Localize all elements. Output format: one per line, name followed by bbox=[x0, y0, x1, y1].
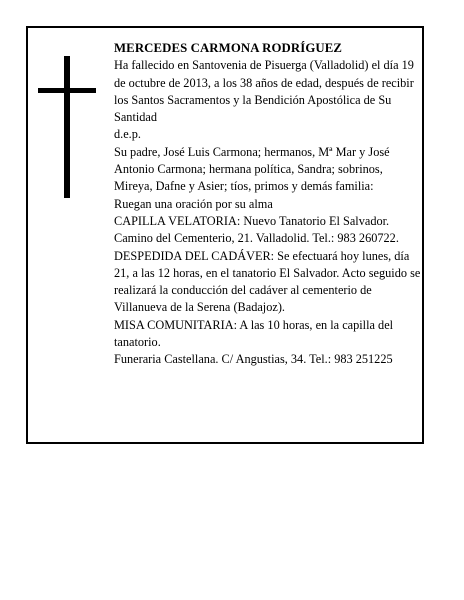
funeral-home-paragraph: Funeraria Castellana. C/ Angustias, 34. Tel.: 983 251225 bbox=[114, 352, 393, 367]
prayer-line: Ruegan una oración por su alma bbox=[114, 196, 273, 211]
mass-paragraph: MISA COMUNITARIA: A las 10 horas, en la capilla del tanatorio. bbox=[114, 317, 394, 350]
obituary-text bbox=[114, 40, 422, 369]
deceased-name: MERCEDES CARMONA RODRÍGUEZ bbox=[114, 41, 342, 55]
farewell-paragraph: DESPEDIDA DEL CADÁVER: Se efectuará hoy lunes, día 21, a las 12 horas, en el tanatorio El Salvador. Acto seguido se realizará la conducción del cadáver al cementerio de Villanueva de la Serena (Badajoz). bbox=[114, 248, 421, 315]
death-paragraph: Ha fallecido en Santovenia de Pisuerga (Valladolid) el día 19 de octubre de 2013, a los 38 años de edad, después de recibir los Santos Sacramentos y la Bendición Apostólica de Su Santidad bbox=[114, 58, 414, 125]
family-paragraph: Su padre, José Luis Carmona; hermanos, Mª Mar y José Antonio Carmona; hermana política, Sandra; sobrinos, Mireya, Dafne y Asier; tíos, primos y demás familia: bbox=[114, 144, 390, 194]
dep-line: d.e.p. bbox=[114, 127, 141, 142]
cross-horizontal-bar bbox=[38, 88, 96, 93]
obituary-frame bbox=[26, 26, 424, 444]
chapel-paragraph: CAPILLA VELATORIA: Nuevo Tanatorio El Salvador. Camino del Cementerio, 21. Valladolid. Tel.: 983 260722. bbox=[114, 213, 399, 246]
cross-icon bbox=[38, 56, 96, 198]
cross-vertical-bar bbox=[64, 56, 70, 198]
